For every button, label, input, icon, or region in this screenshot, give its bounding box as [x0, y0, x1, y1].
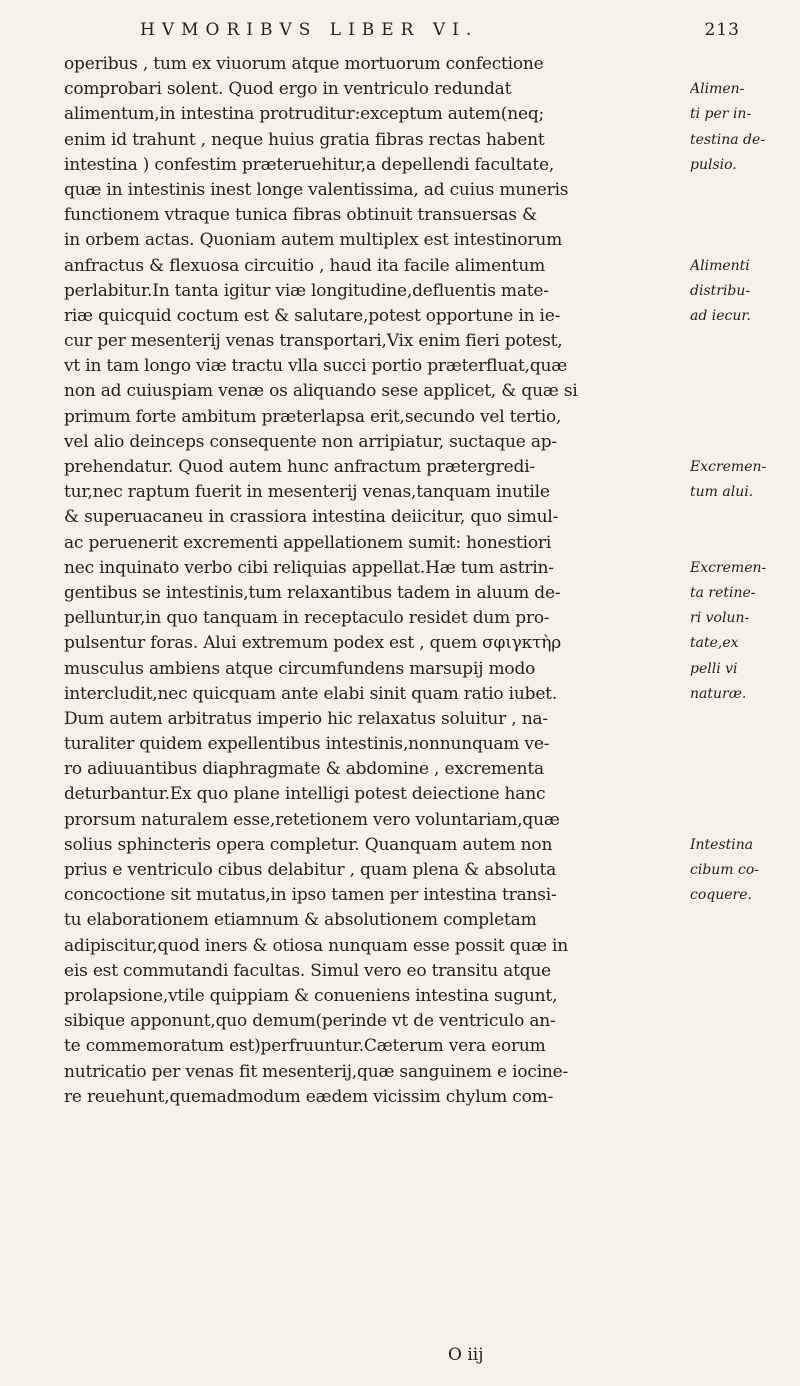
text-line: nec inquinato verbo cibi reliquias appellat.Hӕ tum astrin-: [64, 557, 554, 578]
text-line: te commemoratum est)perfruuntur.Cӕterum vera eorum: [64, 1036, 546, 1057]
margin-note: [690, 808, 798, 833]
margin-note: [690, 732, 798, 757]
margin-note: Alimenti: [690, 257, 750, 274]
text-line: comprobari solent. Quod ergo in ventriculo redundat: [64, 79, 512, 100]
text-line: cur per mesenterij venas transportari,Vix enim fieri potest,: [64, 331, 563, 352]
text-line: Dum autem arbitratus imperio hic relaxatus soluitur , na-: [64, 708, 548, 729]
text-line: vel alio deinceps consequente non arripiatur, suctaque ap-: [64, 431, 557, 452]
text-line: re reuehunt,quemadmodum eӕdem vicissim chylum com-: [64, 1086, 554, 1107]
header-title: HVMORIBVS LIBER VI.: [140, 20, 479, 40]
text-line: tu elaborationem etiamnum & absolutionem completam: [64, 910, 537, 931]
margin-note: tum alui.: [690, 484, 754, 501]
margin-note: pulsio.: [690, 156, 737, 173]
margin-note: [690, 531, 798, 556]
text-line: & superuacaneu in crassiora intestina deiicitur, quo simul-: [64, 507, 559, 528]
margin-note: [690, 178, 798, 203]
text-line: primum forte ambitum prӕterlapsa erit,secundo vel tertio,: [64, 406, 562, 427]
margin-note: coquere.: [690, 887, 752, 904]
margin-note: [690, 379, 798, 404]
text-line: musculus ambiens atque circumfundens marsupij modo: [64, 658, 536, 679]
margin-note: [690, 228, 798, 253]
text-line: alimentum,in intestina protruditur:exceptum autem(neq;: [64, 104, 545, 125]
text-line: in orbem actas. Quoniam autem multiplex est intestinorum: [64, 230, 563, 251]
text-line: non ad cuiuspiam venӕ os aliquando sese applicet, & quӕ si: [64, 381, 578, 402]
text-line: vt in tam longo viӕ tractu vlla succi portio prӕterfluat,quӕ: [64, 356, 568, 377]
text-line: intercludit,nec quicquam ante elabi sinit quam ratio iubet.: [64, 683, 558, 704]
text-line: prorsum naturalem esse,retetionem vero voluntariam,quӕ: [64, 809, 560, 830]
text-line: pelluntur,in quo tanquam in receptaculo residet dum pro-: [64, 608, 550, 629]
text-line: turaliter quidem expellentibus intestinis,nonnunquam ve-: [64, 734, 550, 755]
margin-note: naturӕ.: [690, 685, 747, 702]
text-line: functionem vtraque tunica fibras obtinuit transuersas &: [64, 205, 537, 226]
text-line: perlabitur.In tanta igitur viӕ longitudine,defluentis mate-: [64, 280, 549, 301]
margin-note: [690, 354, 798, 379]
margin-note: [690, 203, 798, 228]
margin-note: ti per in-: [690, 106, 752, 123]
margin-note: [690, 782, 798, 807]
margin-note: ad iecur.: [690, 307, 751, 324]
text-line: intestina ) confestim prӕteruehitur,a depellendi facultate,: [64, 154, 555, 175]
marginal-notes: [690, 52, 798, 908]
margin-note: [690, 707, 798, 732]
margin-note: [690, 405, 798, 430]
margin-note: distribu-: [690, 282, 751, 299]
text-line: gentibus se intestinis,tum relaxantibus tadem in aluum de-: [64, 582, 561, 603]
margin-note: testina de-: [690, 131, 765, 148]
margin-note: [690, 505, 798, 530]
margin-note: [690, 329, 798, 354]
margin-note: ri volun-: [690, 610, 750, 627]
text-line: prius e ventriculo cibus delabitur , quam plena & absoluta: [64, 860, 557, 880]
margin-note: [690, 430, 798, 455]
margin-note: Intestina: [690, 836, 754, 853]
text-line: adipiscitur,quod iners & otiosa nunquam esse possit quӕ in: [64, 935, 569, 956]
text-line: eis est commutandi facultas. Simul vero eo transitu atque: [64, 960, 552, 981]
margin-note: Alimen-: [690, 81, 745, 98]
text-line: pulsentur foras. Alui extremum podex est , quem σφιγκτὴρ: [64, 633, 562, 654]
text-line: deturbantur.Ex quo plane intelligi potest deiectione hanc: [64, 784, 546, 805]
text-line: enim id trahunt , neque huius gratia fibras rectas habent: [64, 129, 545, 150]
text-line: nutricatio per venas fit mesenterij,quӕ sanguinem e iocine-: [64, 1061, 569, 1082]
text-line: concoctione sit mutatus,in ipso tamen per intestina transi-: [64, 885, 557, 906]
text-line: quӕ in intestinis inest longe valentissima, ad cuius muneris: [64, 179, 569, 200]
text-line: anfractus & flexuosa circuitio , haud ita facile alimentum: [64, 255, 545, 276]
page-number: 213: [704, 20, 740, 40]
text-line: riӕ quicquid coctum est & salutare,potest opportune in ie-: [64, 305, 561, 326]
text-line: prehendatur. Quod autem hunc anfractum prӕtergredi-: [64, 457, 535, 477]
text-line: tur,nec raptum fuerit in mesenterij venas,tanquam inutile: [64, 482, 550, 503]
margin-note: pelli vi: [690, 660, 738, 677]
text-line: sibique apponunt,quo demum(perinde vt de ventriculo an-: [64, 1011, 556, 1032]
margin-note: tate,ex: [690, 635, 739, 652]
signature-mark: O iij: [448, 1345, 484, 1365]
margin-note: [690, 757, 798, 782]
margin-note: Excremen-: [690, 559, 767, 576]
margin-note: cibum co-: [690, 862, 760, 878]
margin-note: ta retine-: [690, 584, 756, 601]
text-line: prolapsione,vtile quippiam & conueniens intestina sugunt,: [64, 985, 558, 1006]
margin-note: Excremen-: [690, 459, 767, 475]
margin-note: [690, 52, 798, 77]
text-line: operibus , tum ex viuorum atque mortuorum confectione: [64, 54, 544, 74]
running-header: [140, 20, 740, 40]
text-line: ac peruenerit excrementi appellationem sumit: honestiori: [64, 532, 552, 553]
text-line: solius sphincteris opera completur. Quanquam autem non: [64, 834, 553, 855]
main-text-block: [64, 52, 684, 1110]
text-line: ro adiuuantibus diaphragmate & abdomine , excrementa: [64, 759, 544, 780]
